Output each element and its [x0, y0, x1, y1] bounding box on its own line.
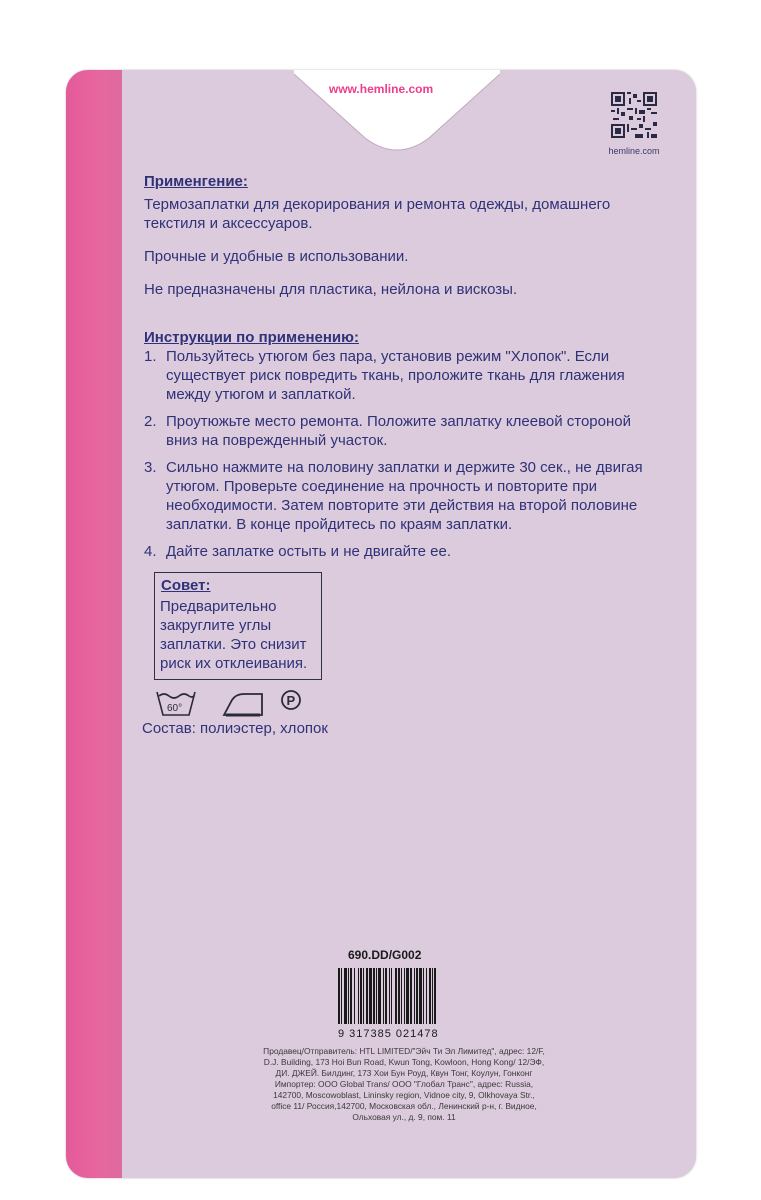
qr-code-icon: [611, 92, 657, 138]
instruction-step: [144, 347, 654, 404]
article-number: 690.DD/G002: [348, 948, 422, 962]
step-text: Сильно нажмите на половину заплатки и держите 30 сек., не двигая утюгом. Проверьте соединение на прочность и повторите при необходимости. Затем повторите эти действия на второй половине заплатки. В конце пройдитесь по краям заплатки.: [166, 459, 643, 533]
step-text: Проутюжьте место ремонта. Положите заплатку клеевой стороной вниз на поврежденный участок.: [166, 413, 631, 449]
instructions-heading: Инструкции по применению:: [144, 329, 359, 346]
barcode-digits: 9 317385 021478: [338, 1028, 439, 1040]
tip-title: Совет:: [161, 577, 211, 594]
step-text: Дайте заплатке остыть и не двигайте ее.: [166, 543, 452, 560]
instruction-step: [144, 412, 654, 450]
step-text: Пользуйтесь утюгом без пара, установив режим "Хлопок". Если существует риск повредить ткань, проложите ткань для глажения между утюгом и заплаткой.: [166, 348, 625, 403]
legal-line: Продавец/Отправитель: HTL LIMITED/"Эйч Ти Эл Лимитед", адрес: 12/F,: [263, 1046, 545, 1056]
step-number: 3.: [144, 459, 157, 476]
tip-body: Предварительно закруглите углы заплатки. Это снизит риск их отклеивания.: [160, 598, 308, 672]
product-card: [66, 70, 696, 1178]
instruction-step: [144, 458, 654, 534]
dry-clean-p-icon: [282, 691, 300, 709]
legal-line: D.J. Building, 173 Hoi Bun Road, Kwun Tong, Kowloon, Hong Kong/ 12/ЭФ,: [263, 1057, 545, 1067]
legal-line: office 11/ Россия,142700, Московская обл., Ленинский р-н, г. Видное,: [271, 1101, 537, 1111]
instruction-step: [144, 542, 654, 561]
care-symbols: [154, 682, 344, 724]
step-number: 4.: [144, 543, 157, 560]
instruction-steps: [144, 347, 654, 569]
pink-side-stripe: [66, 70, 122, 1178]
tip-box: [154, 572, 322, 680]
website-url: www.hemline.com: [328, 82, 434, 96]
legal-line: Импортер: OOO Global Trans/ ООО "Глобал Транс", адрес: Russia,: [274, 1079, 534, 1089]
iron-icon: [224, 694, 262, 715]
legal-line: 142700, Moscowoblast, Lininsky region, Vidnoe city, 9, Olkhovaya Str.,: [273, 1090, 535, 1100]
usage-paragraph: Не предназначены для пластика, нейлона и вискозы.: [144, 281, 518, 298]
step-number: 1.: [144, 348, 157, 365]
legal-info: [244, 1046, 564, 1123]
legal-line: ДИ. ДЖЕЙ. Билдинг, 173 Хои Бун Роуд, Квун Тонг, Коулун, Гонконг: [275, 1068, 533, 1078]
composition-text: Состав: полиэстер, хлопок: [142, 720, 328, 737]
usage-paragraph: Термозаплатки для декорирования и ремонта одежды, домашнего текстиля и аксессуаров.: [144, 196, 611, 232]
barcode-icon: [336, 968, 488, 1026]
wash-60-icon: [157, 692, 195, 715]
usage-paragraph: Прочные и удобные в использовании.: [144, 248, 409, 265]
qr-caption: hemline.com: [608, 146, 660, 156]
svg-text:P: P: [286, 693, 296, 708]
usage-heading: Применгение:: [144, 173, 248, 190]
wash-temp: 60°: [167, 703, 183, 714]
step-number: 2.: [144, 413, 157, 430]
legal-line: Ольховая ул., д. 9, пом. 11: [352, 1112, 456, 1122]
